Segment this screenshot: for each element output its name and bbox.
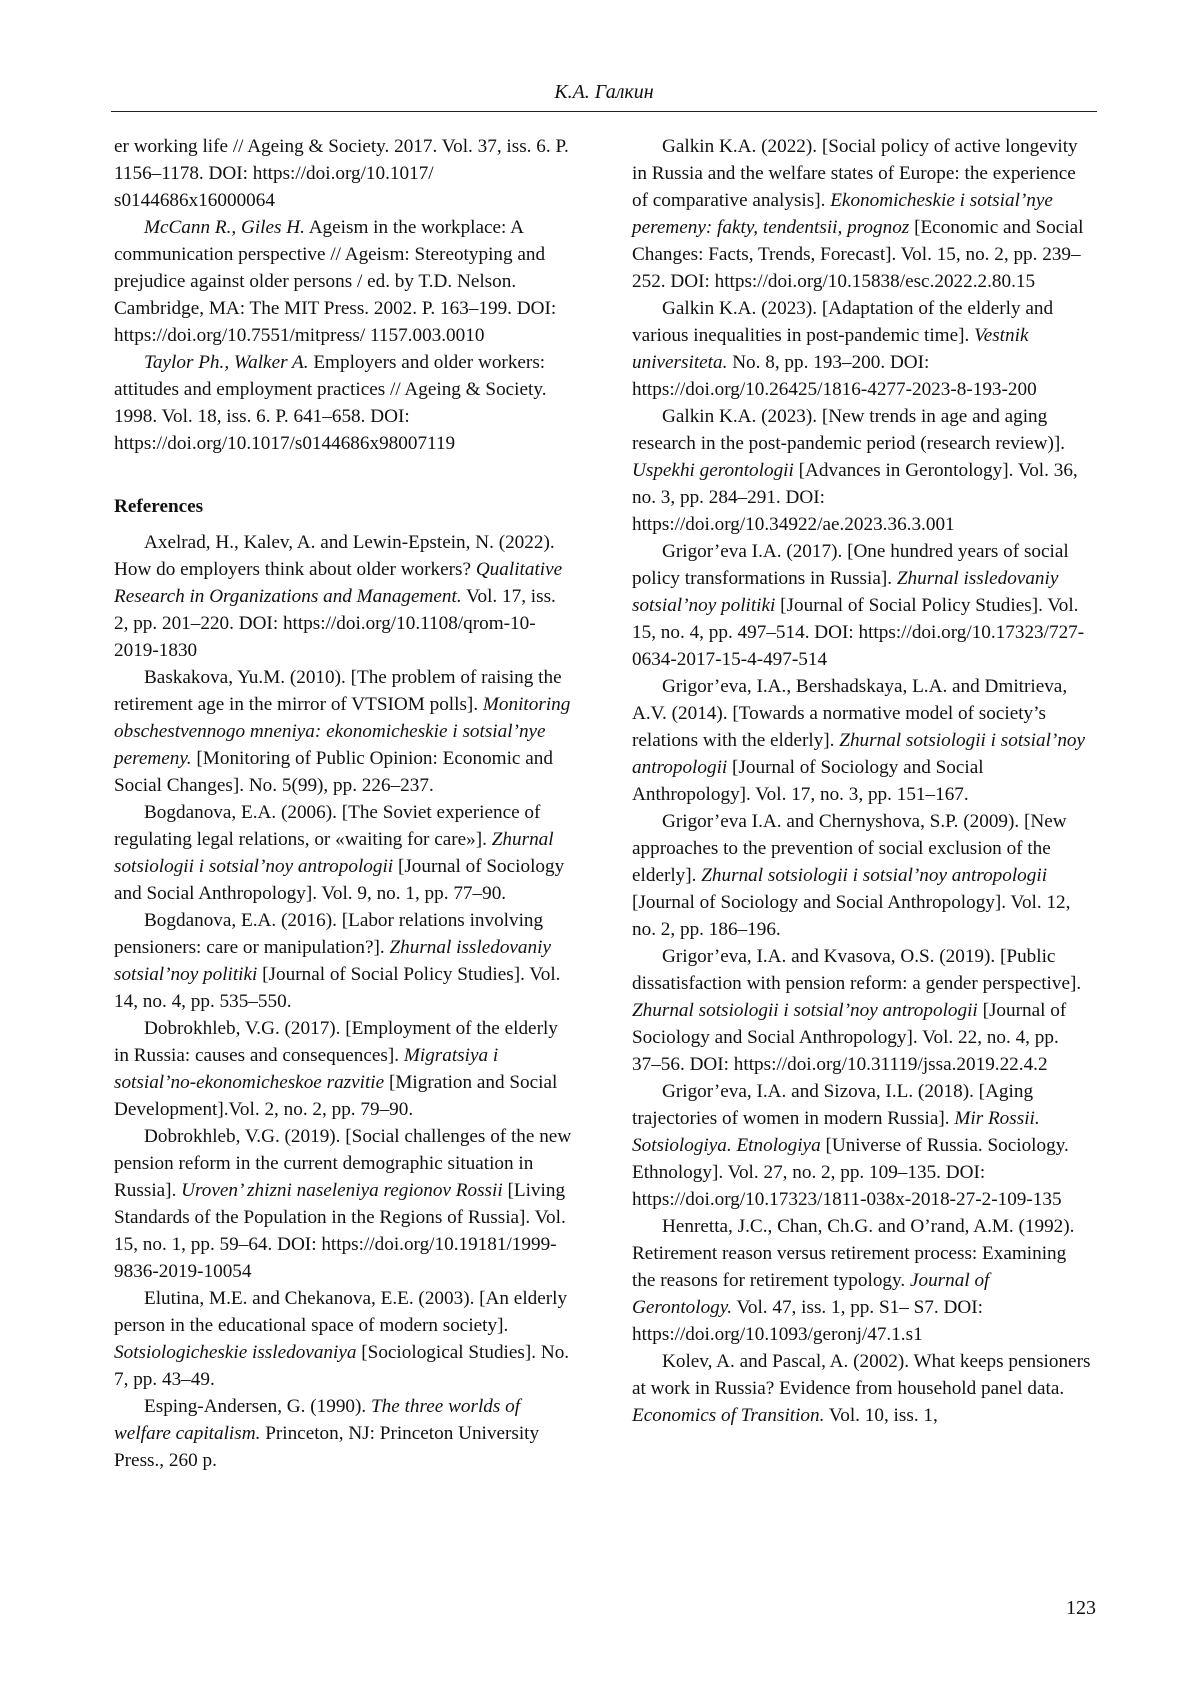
reference-source-title: Economics of Transition. [632, 1405, 824, 1426]
reference-text: Galkin K.A. (2023). [New trends in age and aging research in the post-pandemic period (research review)]. [632, 406, 1065, 454]
reference-entry [632, 943, 1092, 1078]
reference-source-title: Journal of Gerontology. [632, 1270, 989, 1318]
reference-entry [632, 1348, 1092, 1429]
reference-details: [Advances in Gerontology]. Vol. 36, no. 3, pp. 284–291. DOI: https://doi.org/10.34922/ae.2023.36.3.001 [632, 460, 1078, 535]
page-number: 123 [1040, 1596, 1096, 1620]
reference-text: Grigor’eva I.A. (2017). [One hundred years of social policy transformations in Russia]. [632, 541, 1069, 589]
references-heading: References [114, 493, 574, 520]
reference-entry [632, 538, 1092, 673]
reference-details: [Universe of Russia. Sociology. Ethnology]. Vol. 27, no. 2, pp. 109–135. DOI: https://doi.org/10.17323/1811-038x-2018-27-2-109-135 [632, 1135, 1069, 1210]
reference-entry [632, 403, 1092, 538]
reference-details: [Monitoring of Public Opinion: Economic and Social Changes]. No. 5(99), pp. 226–237. [114, 748, 553, 796]
reference-entry [632, 1078, 1092, 1213]
reference-entry [114, 799, 574, 907]
reference-text: er working life // Ageing & Society. 2017. Vol. 37, iss. 6. P. 1156–1178. DOI: https://doi.org/10.1017/ s0144686x16000064 [114, 136, 569, 211]
reference-text: Galkin K.A. (2022). [Social policy of active longevity in Russia and the welfare states of Europe: the experience of comparative analysis]. [632, 136, 1078, 211]
reference-details: [Migration and Social Development].Vol. 2, no. 2, pp. 79–90. [114, 1072, 557, 1120]
reference-details: No. 8, pp. 193–200. DOI: https://doi.org/10.26425/1816-4277-2023-8-193-200 [632, 352, 1037, 400]
reference-source-title: Zhurnal issledovaniy sotsial’noy politiki [632, 568, 1058, 616]
reference-entry [114, 214, 574, 349]
reference-entry [114, 907, 574, 1015]
reference-source-title: Vestnik universiteta. [632, 325, 1028, 373]
reference-entry [632, 673, 1092, 808]
reference-text: Grigor’eva I.A. and Chernyshova, S.P. (2009). [New approaches to the prevention of social exclusion of the elderly]. [632, 811, 1067, 886]
reference-source-title: Ekonomicheskie i sotsial’nye peremeny: fakty, tendentsii, prognoz [632, 190, 1053, 238]
reference-entry [632, 133, 1092, 295]
reference-details: [Journal of Sociology and Social Anthropology]. Vol. 12, no. 2, pp. 186–196. [632, 892, 1070, 940]
references-list [632, 133, 1092, 1429]
reference-details: [Journal of Social Policy Studies]. Vol. 14, no. 4, pp. 535–550. [114, 964, 560, 1012]
reference-source-title: Zhurnal sotsiologii i sotsial’noy antropologii [632, 1000, 978, 1021]
reference-source-title: Zhurnal sotsiologii i sotsial’noy antropologii [632, 730, 1085, 778]
references-list [114, 529, 574, 1474]
running-title: К.А. Галкин [111, 80, 1097, 104]
right-column [632, 133, 1092, 1429]
reference-text: Employers and older workers: attitudes and employment practices // Ageing & Society. 1998. Vol. 18, iss. 6. P. 641–658. DOI: https://doi.org/10.1017/s0144686x98007119 [114, 352, 547, 454]
reference-text: Galkin K.A. (2023). [Adaptation of the elderly and various inequalities in post-pandemic time]. [632, 298, 1053, 346]
reference-source-title: Uspekhi gerontologii [632, 460, 794, 481]
reference-details: Vol. 17, iss. 2, pp. 201–220. DOI: https://doi.org/10.1108/qrom-10-2019-1830 [114, 586, 556, 661]
reference-source-title: Zhurnal sotsiologii i sotsial’noy antropologii [114, 829, 554, 877]
reference-details: [Journal of Sociology and Social Anthropology]. Vol. 22, no. 4, pp. 37–56. DOI: https://doi.org/10.31119/jssa.2019.22.4.2 [632, 1000, 1066, 1075]
reference-source-title: Mir Rossii. Sotsiologiya. Etnologiya [632, 1108, 1040, 1156]
reference-details: [Economic and Social Changes: Facts, Trends, Forecast]. Vol. 15, no. 2, pp. 239–252. DOI: https://doi.org/10.15838/esc.2022.2.80.15 [632, 217, 1084, 292]
reference-entry [114, 664, 574, 799]
reference-details: Vol. 10, iss. 1, [824, 1405, 937, 1426]
header-divider [111, 111, 1097, 112]
reference-text: Dobrokhleb, V.G. (2017). [Employment of the elderly in Russia: causes and consequences]. [114, 1018, 558, 1066]
reference-text: Grigor’eva, I.A. and Sizova, I.L. (2018). [Aging trajectories of women in modern Russia]. [632, 1081, 1033, 1129]
reference-entry [114, 1123, 574, 1285]
reference-source-title: Sotsiologicheskie issledovaniya [114, 1342, 356, 1363]
reference-details: [Journal of Social Policy Studies]. Vol. 15, no. 4, pp. 497–514. DOI: https://doi.org/10.17323/727-0634-2017-15-4-497-514 [632, 595, 1084, 670]
reference-text: Bogdanova, E.A. (2016). [Labor relations involving pensioners: care or manipulation?]. [114, 910, 543, 958]
reference-text: Esping-Andersen, G. (1990). [144, 1396, 371, 1417]
reference-details: [Living Standards of the Population in the Regions of Russia]. Vol. 15, no. 1, pp. 59–64. DOI: https://doi.org/10.19181/1999-9836-2019-10054 [114, 1180, 566, 1282]
reference-source-title: Monitoring obschestvennogo mneniya: ekonomicheskie i sotsial’nye peremeny. [114, 694, 570, 769]
reference-source-title: Migratsiya i sotsial’no-ekonomicheskoe razvitie [114, 1045, 498, 1093]
reference-entry [632, 1213, 1092, 1348]
reference-text: Henretta, J.C., Chan, Ch.G. and O’rand, A.M. (1992). Retirement reason versus retirement process: Examining the reasons for retirement typology. [632, 1216, 1074, 1291]
reference-authors: McCann R., Giles H. [144, 217, 305, 238]
reference-entry [114, 1015, 574, 1123]
reference-entry [114, 529, 574, 664]
reference-details: Vol. 47, iss. 1, pp. S1– S7. DOI: https://doi.org/10.1093/geronj/47.1.s1 [632, 1297, 983, 1345]
reference-text: Dobrokhleb, V.G. (2019). [Social challenges of the new pension reform in the current demographic situation in Russia]. [114, 1126, 571, 1201]
reference-source-title: Zhurnal sotsiologii i sotsial’noy antropologii [701, 865, 1047, 886]
reference-entry [632, 808, 1092, 943]
reference-entry [632, 295, 1092, 403]
left-column [114, 133, 574, 1474]
reference-entry [114, 133, 574, 214]
reference-details: [Journal of Sociology and Social Anthropology]. Vol. 9, no. 1, pp. 77–90. [114, 856, 564, 904]
reference-text: Bogdanova, E.A. (2006). [The Soviet experience of regulating legal relations, or «waiting for care»]. [114, 802, 540, 850]
reference-text: Ageism in the workplace: A communication perspective // Ageism: Stereotyping and prejudice against older persons / ed. by T.D. Nelson. Cambridge, MA: The MIT Press. 2002. P. 163–199. DOI: https://doi.org/10.7551/mitpress/ 1157.003.0010 [114, 217, 556, 346]
reference-details: Princeton, NJ: Princeton University Press., 260 p. [114, 1423, 539, 1471]
reference-entry [114, 1285, 574, 1393]
reference-details: [Sociological Studies]. No. 7, pp. 43–49. [114, 1342, 569, 1390]
reference-authors: Taylor Ph., Walker A. [144, 352, 309, 373]
reference-text: Baskakova, Yu.M. (2010). [The problem of raising the retirement age in the mirror of VTSIOM polls]. [114, 667, 562, 715]
reference-text: Elutina, M.E. and Chekanova, E.E. (2003). [An elderly person in the educational space of modern society]. [114, 1288, 567, 1336]
reference-text: Axelrad, H., Kalev, A. and Lewin-Epstein, N. (2022). How do employers think about older workers? [114, 532, 555, 580]
reference-source-title: Qualitative Research in Organizations and Management. [114, 559, 562, 607]
reference-text: Kolev, A. and Pascal, A. (2002). What keeps pensioners at work in Russia? Evidence from household panel data. [632, 1351, 1090, 1399]
reference-source-title: The three worlds of welfare capitalism. [114, 1396, 520, 1444]
reference-text: Grigor’eva, I.A., Bershadskaya, L.A. and Dmitrieva, A.V. (2014). [Towards a normative model of society’s relations with the elderly]. [632, 676, 1067, 751]
reference-text: Grigor’eva, I.A. and Kvasova, O.S. (2019). [Public dissatisfaction with pension reform: a gender perspective]. [632, 946, 1081, 994]
reference-source-title: Zhurnal issledovaniy sotsial’noy politiki [114, 937, 551, 985]
reference-entry [114, 349, 574, 457]
reference-source-title: Uroven’ zhizni naseleniya regionov Rossii [181, 1180, 503, 1201]
reference-details: [Journal of Sociology and Social Anthropology]. Vol. 17, no. 3, pp. 151–167. [632, 757, 984, 805]
reference-entry [114, 1393, 574, 1474]
